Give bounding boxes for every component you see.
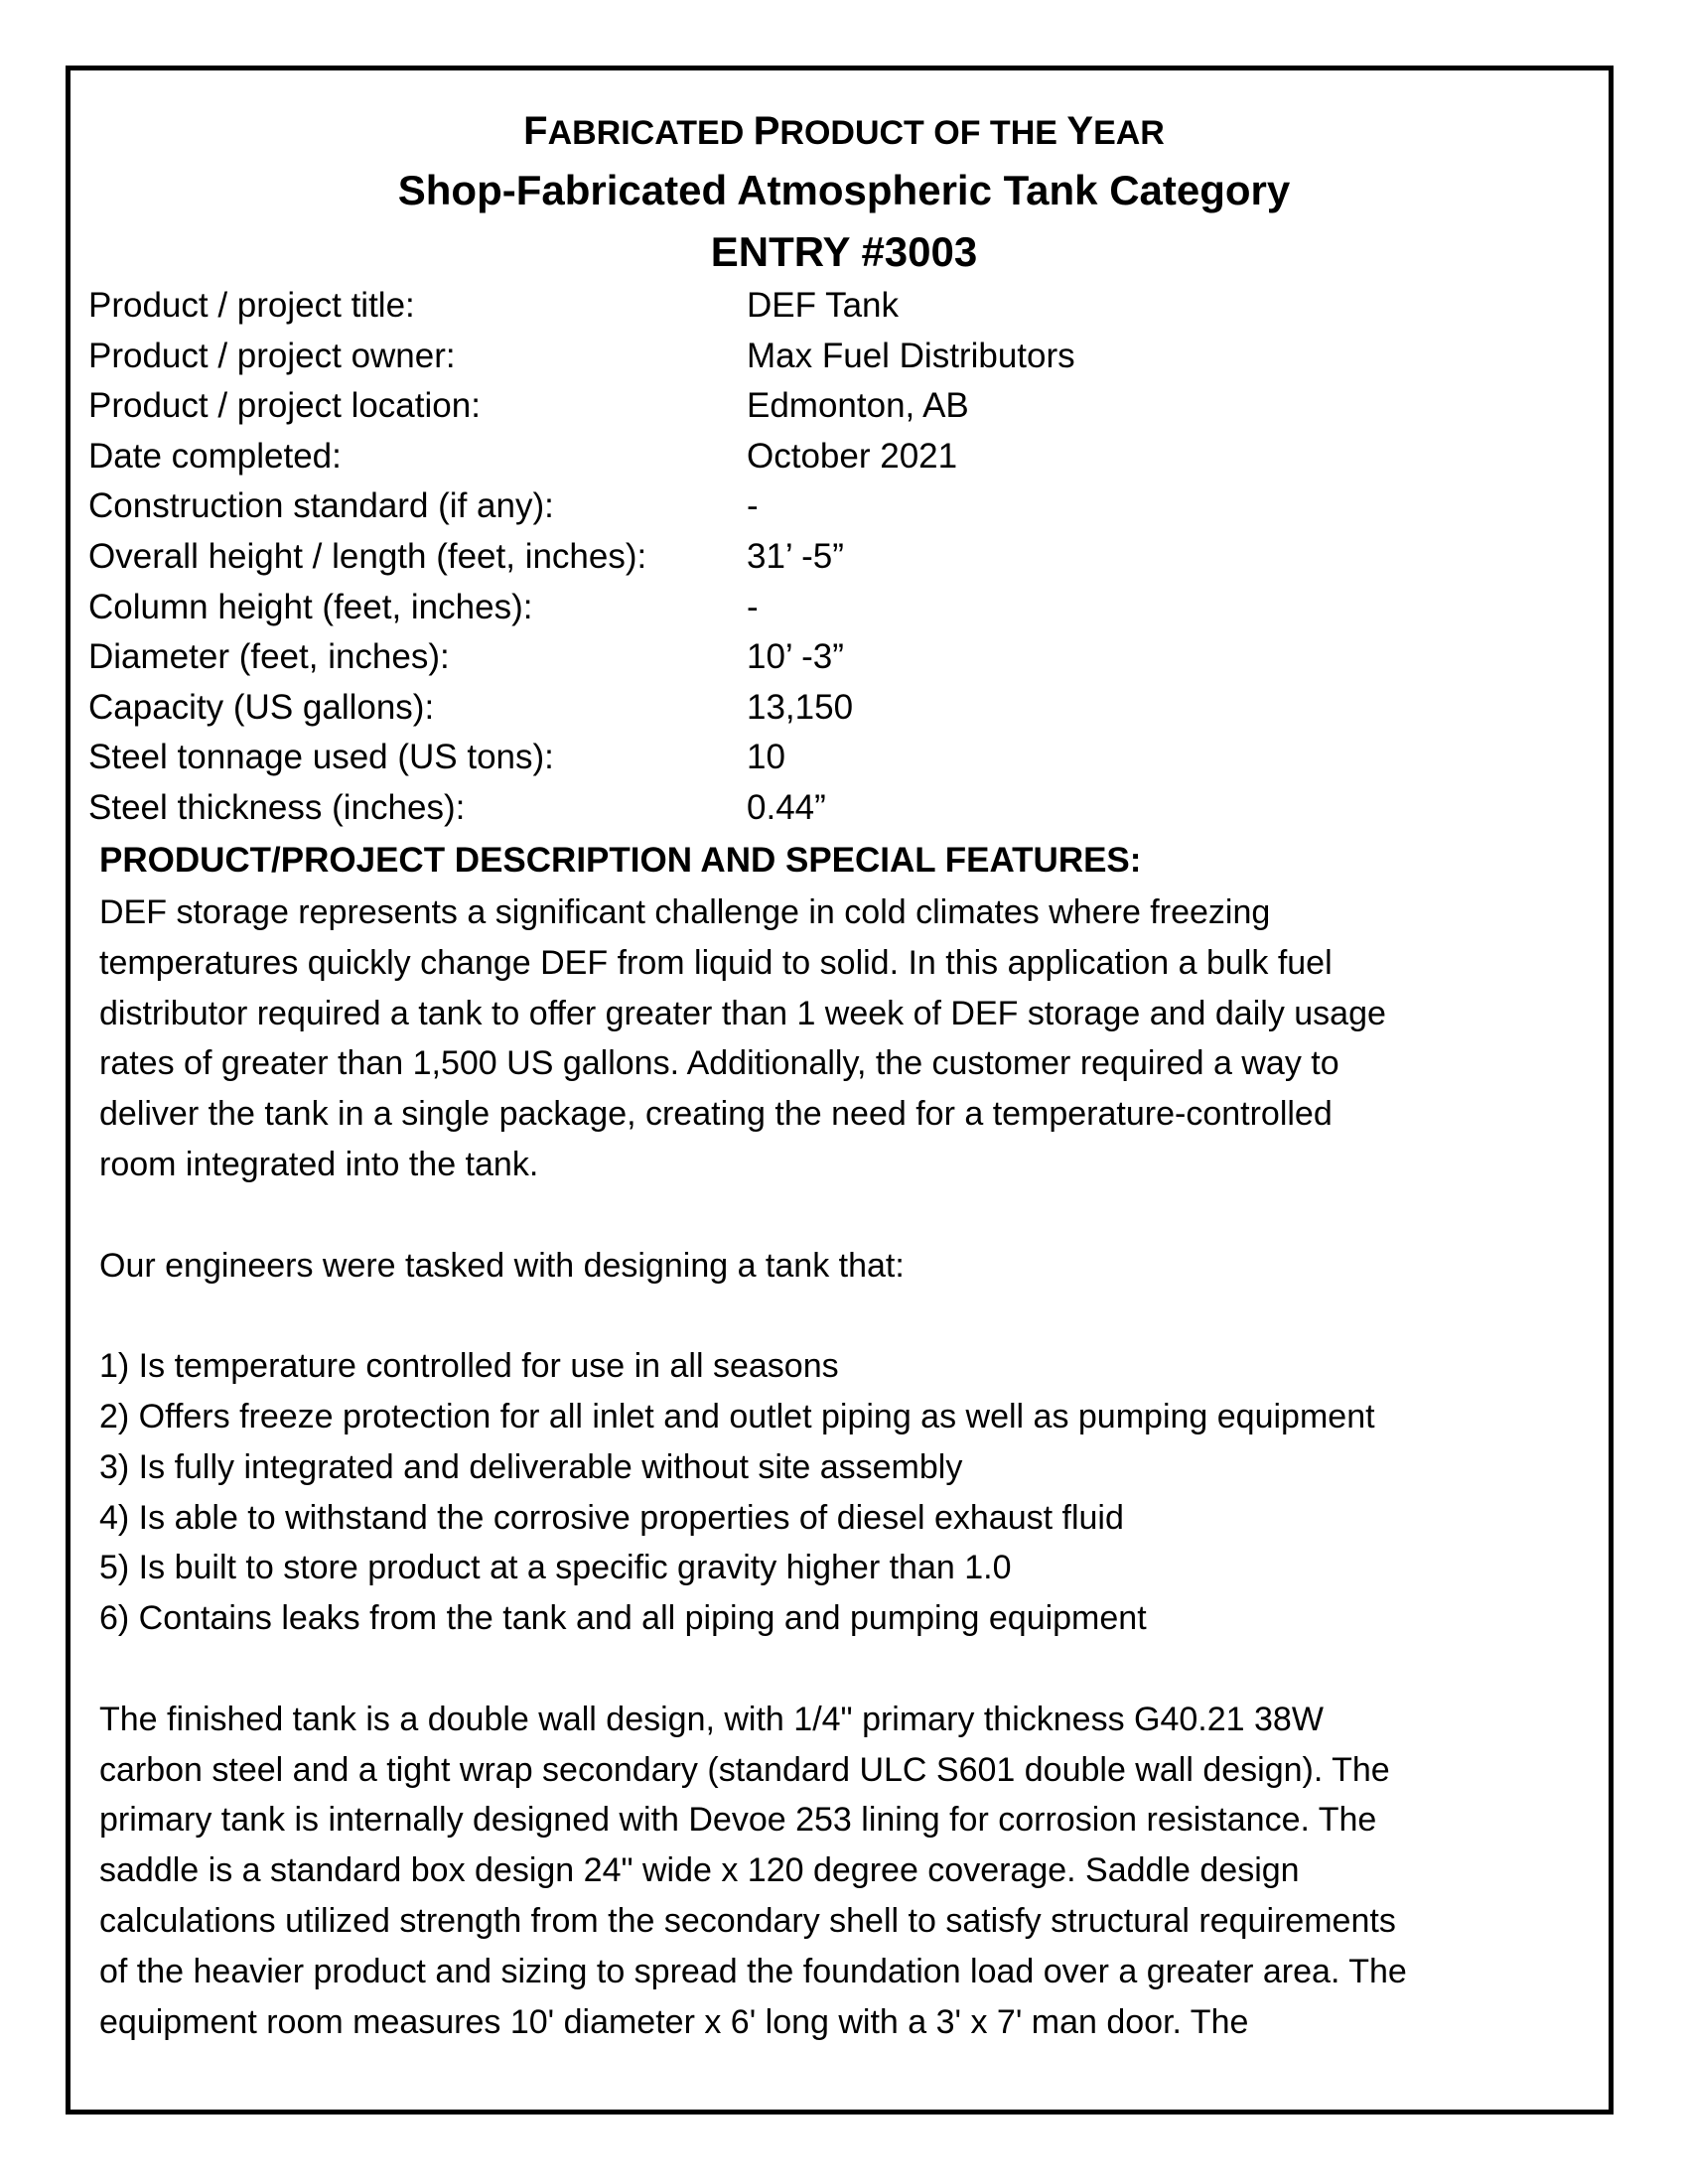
field-row xyxy=(88,432,1578,482)
award-label-part: F xyxy=(523,109,548,153)
field-label: Steel thickness (inches): xyxy=(88,787,466,827)
paragraph-line: distributor required a tank to offer greater than 1 week of DEF storage and daily usage xyxy=(99,994,1386,1032)
field-label: Steel tonnage used (US tons): xyxy=(88,738,554,777)
award-label-part: Y xyxy=(1066,109,1094,153)
field-label: Date completed: xyxy=(88,436,342,476)
paragraph-line: temperatures quickly change DEF from liquid to solid. In this application a bulk fuel xyxy=(99,943,1333,982)
paragraph-line: The finished tank is a double wall design, with 1/4" primary thickness G40.21 38W xyxy=(99,1700,1324,1738)
field-row xyxy=(88,583,1578,633)
field-value: October 2021 xyxy=(747,436,958,476)
field-label: Product / project location: xyxy=(88,386,481,426)
field-label: Capacity (US gallons): xyxy=(88,687,435,727)
field-value: 10’ -3” xyxy=(747,637,844,677)
field-label: Column height (feet, inches): xyxy=(88,587,533,626)
field-row xyxy=(88,683,1578,734)
list-item: 1) Is temperature controlled for use in all seasons xyxy=(99,1347,839,1386)
award-label-part: EAR xyxy=(1093,114,1165,152)
award-label xyxy=(0,107,1688,155)
field-value: Edmonton, AB xyxy=(747,386,969,426)
field-label: Product / project title: xyxy=(88,286,415,325)
field-value: - xyxy=(747,486,759,526)
paragraph-gap xyxy=(99,1291,1589,1341)
paragraph-line: deliver the tank in a single package, creating the need for a temperature-controlled xyxy=(99,1095,1333,1134)
award-label-part: P xyxy=(753,109,780,153)
field-row xyxy=(88,281,1578,332)
field-row xyxy=(88,532,1578,583)
list-item: 3) Is fully integrated and deliverable without site assembly xyxy=(99,1447,963,1486)
field-label: Product / project owner: xyxy=(88,336,456,375)
description-heading: PRODUCT/PROJECT DESCRIPTION AND SPECIAL FEATURES: xyxy=(99,841,1142,880)
field-value: DEF Tank xyxy=(747,286,900,325)
paragraph-line: calculations utilized strength from the secondary shell to satisfy structural requirements xyxy=(99,1901,1396,1940)
field-row xyxy=(88,381,1578,432)
field-value: 10 xyxy=(747,738,785,777)
field-value: Max Fuel Distributors xyxy=(747,336,1075,375)
description-body xyxy=(99,887,1589,2047)
list-item: 5) Is built to store product at a specific gravity higher than 1.0 xyxy=(99,1549,1012,1587)
paragraph-line: room integrated into the tank. xyxy=(99,1145,539,1183)
field-value: 0.44” xyxy=(747,787,826,827)
list-item: 4) Is able to withstand the corrosive properties of diesel exhaust fluid xyxy=(99,1498,1124,1537)
paragraph-line: rates of greater than 1,500 US gallons. Additionally, the customer required a way to xyxy=(99,1044,1339,1083)
field-value: - xyxy=(747,587,759,626)
paragraph-line: saddle is a standard box design 24" wide x 120 degree coverage. Saddle design xyxy=(99,1851,1300,1890)
paragraph-line: DEF storage represents a significant challenge in cold climates where freezing xyxy=(99,893,1271,931)
intro-line: Our engineers were tasked with designing a tank that: xyxy=(99,1246,905,1285)
field-label: Overall height / length (feet, inches): xyxy=(88,536,647,576)
entry-number: ENTRY #3003 xyxy=(710,228,978,275)
field-value: 31’ -5” xyxy=(747,536,844,576)
paragraph-line: equipment room measures 10' diameter x 6' long with a 3' x 7' man door. The xyxy=(99,2002,1249,2041)
field-row xyxy=(88,481,1578,532)
paragraph-gap xyxy=(99,1190,1589,1241)
field-row xyxy=(88,632,1578,683)
field-value: 13,150 xyxy=(747,687,854,727)
field-label: Construction standard (if any): xyxy=(88,486,554,526)
paragraph-line: primary tank is internally designed with Devoe 253 lining for corrosion resistance. The xyxy=(99,1801,1377,1840)
project-fields xyxy=(88,281,1578,834)
list-item: 2) Offers freeze protection for all inlet and outlet piping as well as pumping equipment xyxy=(99,1397,1375,1435)
paragraph-line: carbon steel and a tight wrap secondary (standard ULC S601 double wall design). The xyxy=(99,1750,1390,1789)
award-label-part: ABRICATED xyxy=(547,114,754,152)
award-label-part: RODUCT OF THE xyxy=(779,114,1067,152)
category-title: Shop-Fabricated Atmospheric Tank Category xyxy=(397,167,1291,213)
field-row xyxy=(88,783,1578,834)
list-item: 6) Contains leaks from the tank and all piping and pumping equipment xyxy=(99,1599,1147,1638)
paragraph-gap xyxy=(99,1644,1589,1695)
field-label: Diameter (feet, inches): xyxy=(88,637,450,677)
paragraph-line: of the heavier product and sizing to spread the foundation load over a greater area. The xyxy=(99,1952,1407,1990)
field-row xyxy=(88,332,1578,382)
field-row xyxy=(88,733,1578,783)
